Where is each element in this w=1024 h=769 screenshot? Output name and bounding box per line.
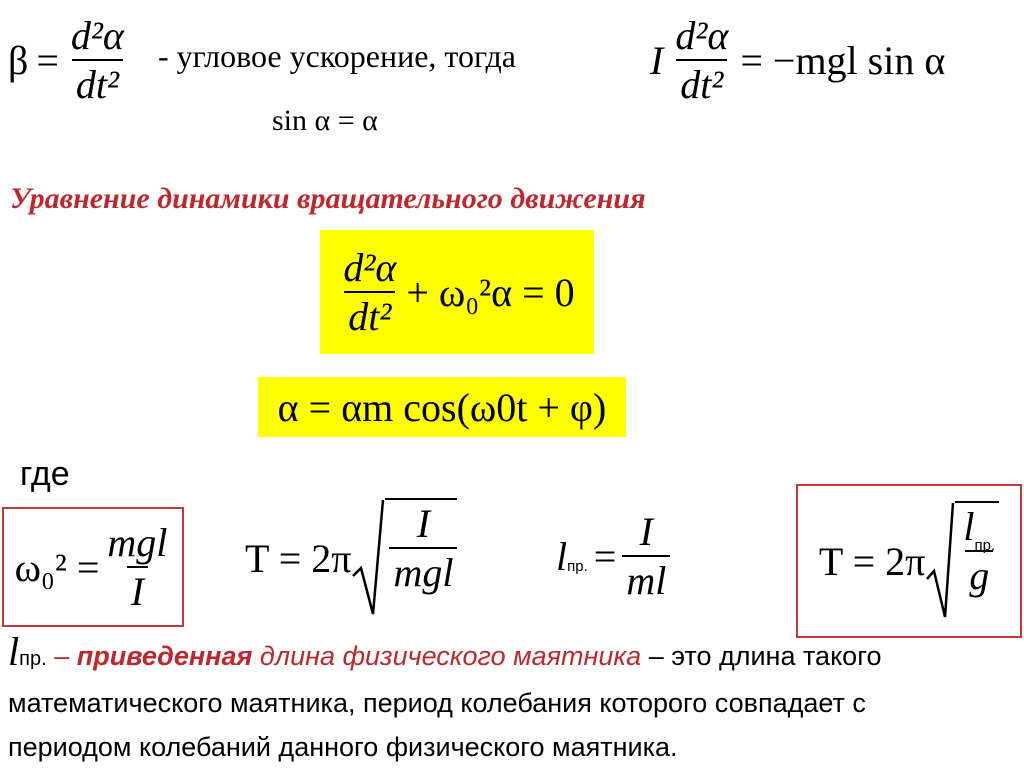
section-heading: Уравнение динамики вращательного движения (10, 182, 646, 215)
fraction-numerator: mgl (107, 520, 168, 565)
second-derivative-fraction (671, 12, 732, 108)
where-label: где (20, 455, 70, 493)
fraction-numerator: d²α (70, 13, 124, 58)
definition-italic-term: длина физического маятника (259, 641, 642, 671)
reduced-length-formula (556, 508, 670, 604)
moment-of-inertia-symbol: I (650, 37, 664, 83)
equals-sign: = (36, 37, 59, 83)
reduced-length-subscript: пр. (567, 557, 588, 575)
reduced-length-symbol: l (963, 504, 975, 549)
period-lhs: T = 2π (818, 538, 926, 584)
omega-fraction (103, 519, 171, 615)
fraction-denominator: ml (622, 555, 670, 604)
oscillation-solution: α = αm cos(ω0t + φ) (258, 377, 626, 437)
definition-line-1 (8, 630, 1018, 681)
fraction-numerator: I (416, 501, 431, 546)
fraction-denominator: dt² (676, 59, 727, 108)
reduced-length-subscript: пр. (19, 648, 47, 670)
small-angle-approximation: sin α = α (272, 104, 378, 137)
definition-line-1-rest: – это длина такого (648, 641, 882, 671)
fraction-numerator: d²α (343, 245, 397, 290)
square-root (925, 501, 999, 621)
period-fraction (385, 498, 457, 618)
reduced-length-symbol: l (8, 629, 20, 674)
beta-symbol: β (8, 37, 29, 83)
second-derivative-fraction (339, 244, 400, 340)
reduced-length-subscript: пр. (974, 537, 996, 554)
fraction-denominator: dt² (344, 291, 395, 340)
torque-rhs: = −mgl sin α (740, 37, 946, 83)
angular-acceleration-caption: - угловое ускорение, тогда (158, 38, 516, 74)
period-reduced-formula (796, 484, 1022, 638)
dynamics-equation (320, 230, 594, 354)
angular-acceleration-formula (8, 12, 128, 108)
fraction-denominator: I (127, 566, 148, 615)
fraction-numerator (959, 503, 999, 554)
period-reduced-fraction (955, 501, 999, 621)
radical-sign-icon (351, 498, 385, 618)
reduced-length-symbol: l (556, 533, 568, 579)
equation-rest: + ω₀²α = 0 (406, 269, 575, 315)
fraction-denominator: mgl (389, 547, 457, 596)
period-formula (245, 498, 457, 618)
torque-equation (650, 12, 945, 108)
reduced-length-fraction (622, 508, 670, 604)
omega-lhs: ω₀² = (14, 544, 100, 590)
fraction-numerator: d²α (675, 13, 729, 58)
radical-sign-icon (925, 501, 955, 621)
fraction-denominator: g (965, 550, 993, 599)
square-root (351, 498, 457, 618)
angular-frequency-formula (2, 507, 184, 627)
definition-line-3: периодом колебаний данного физического маятника. (8, 732, 678, 762)
definition-bold-term: приведенная (76, 641, 253, 671)
equals-sign: = (593, 533, 617, 579)
fraction-denominator: dt² (72, 59, 123, 108)
definition-paragraph (8, 630, 1018, 769)
second-derivative-fraction (67, 12, 128, 108)
definition-line-2: математического маятника, период колебания которого совпадает с (8, 688, 866, 718)
period-lhs: T = 2π (245, 535, 352, 581)
fraction-numerator: I (639, 509, 653, 554)
definition-dash: – (54, 641, 70, 671)
